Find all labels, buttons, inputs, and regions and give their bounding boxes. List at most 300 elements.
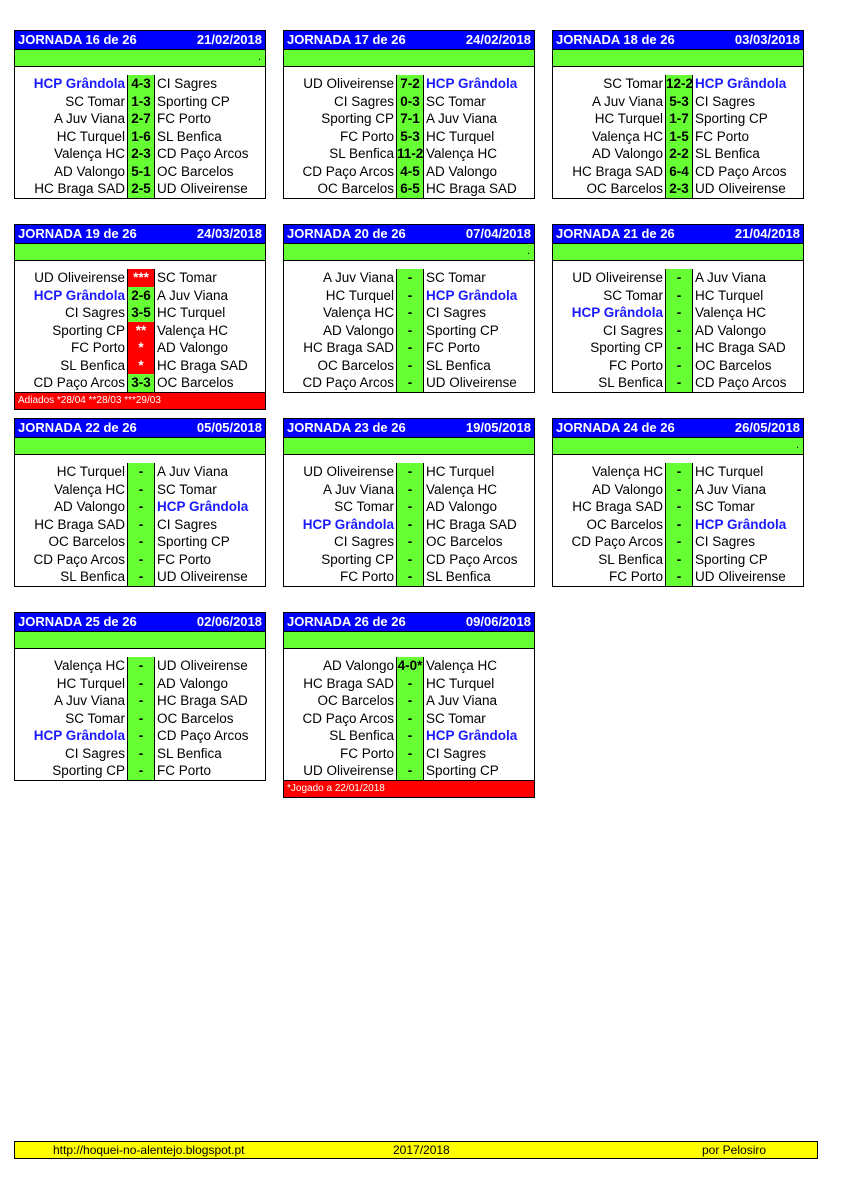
home-team: Valença HC xyxy=(591,128,663,144)
home-team: HC Braga SAD xyxy=(34,181,125,196)
away-team: HCP Grândola xyxy=(157,499,249,514)
match-score: - xyxy=(127,727,155,745)
match-row xyxy=(284,269,534,287)
match-score: - xyxy=(396,481,424,499)
away-team: HC Braga SAD xyxy=(426,181,517,196)
away-team: CI Sagres xyxy=(157,76,218,91)
match-score: 1-7 xyxy=(665,110,693,128)
home-team: CI Sagres xyxy=(602,322,663,338)
home-team: FC Porto xyxy=(608,569,663,584)
match-row xyxy=(15,692,265,710)
home-team: Sporting CP xyxy=(52,763,125,778)
match-row xyxy=(553,463,803,481)
spacer xyxy=(284,67,534,75)
match-row xyxy=(15,481,265,499)
match-row xyxy=(15,551,265,569)
home-team: CD Paço Arcos xyxy=(302,375,394,390)
away-team: HC Turquel xyxy=(695,287,764,303)
home-team: OC Barcelos xyxy=(586,516,663,532)
away-team: SC Tomar xyxy=(426,710,486,726)
match-score: 7-2 xyxy=(396,75,424,93)
away-team: Sporting CP xyxy=(157,93,230,109)
home-team: SL Benfica xyxy=(598,551,663,567)
away-team: FC Porto xyxy=(157,763,212,778)
round-header xyxy=(15,31,265,50)
round-date: 26/05/2018 xyxy=(734,420,800,435)
match-score: - xyxy=(665,463,693,481)
round-title: JORNADA 17 de 26 xyxy=(287,32,406,47)
match-row xyxy=(553,374,803,392)
round-subheader xyxy=(553,438,803,455)
match-score: - xyxy=(396,374,424,392)
home-team: A Juv Viana xyxy=(322,270,394,285)
round-header xyxy=(284,613,534,632)
match-score: 2-2 xyxy=(665,145,693,163)
match-score: 5-3 xyxy=(396,128,424,146)
match-row xyxy=(15,675,265,693)
home-team: UD Oliveirense xyxy=(303,464,394,479)
match-score: 2-5 xyxy=(127,180,155,198)
home-team: UD Oliveirense xyxy=(303,763,394,778)
match-score: - xyxy=(396,710,424,728)
home-team: SC Tomar xyxy=(65,710,125,726)
away-team: Valença HC xyxy=(426,481,498,497)
away-team: CD Paço Arcos xyxy=(157,728,249,743)
round-subheader xyxy=(15,50,265,67)
round-date: 05/05/2018 xyxy=(196,420,262,435)
home-team: CD Paço Arcos xyxy=(571,534,663,549)
round-table xyxy=(552,30,804,199)
match-score: 0-3 xyxy=(396,93,424,111)
match-score: - xyxy=(665,304,693,322)
round-subheader xyxy=(284,438,534,455)
home-team: SL Benfica xyxy=(329,728,394,743)
round-table xyxy=(552,224,804,393)
away-team: A Juv Viana xyxy=(157,464,229,479)
match-row xyxy=(15,762,265,780)
home-team: OC Barcelos xyxy=(317,693,394,708)
home-team: SC Tomar xyxy=(334,499,394,514)
away-team: A Juv Viana xyxy=(695,270,767,285)
match-score: - xyxy=(665,287,693,305)
away-team: Sporting CP xyxy=(157,534,230,549)
footer-bar xyxy=(14,1141,818,1159)
match-row xyxy=(15,710,265,728)
match-row xyxy=(15,163,265,181)
match-row xyxy=(15,498,265,516)
subheader-mark: . xyxy=(526,245,530,257)
match-score: 2-6 xyxy=(127,287,155,305)
match-score: - xyxy=(396,745,424,763)
match-score: * xyxy=(127,357,155,375)
match-score: - xyxy=(396,498,424,516)
home-team: Sporting CP xyxy=(321,551,394,567)
match-score: 5-1 xyxy=(127,163,155,181)
home-team: UD Oliveirense xyxy=(34,270,125,285)
round-table xyxy=(14,418,266,587)
home-team: UD Oliveirense xyxy=(572,270,663,285)
match-score: - xyxy=(665,339,693,357)
home-team: HCP Grândola xyxy=(571,305,663,320)
away-team: CI Sagres xyxy=(426,745,487,761)
match-score: - xyxy=(665,374,693,392)
away-team: CD Paço Arcos xyxy=(695,163,787,179)
away-team: HC Braga SAD xyxy=(157,357,248,373)
away-team: SL Benfica xyxy=(157,128,222,144)
match-row xyxy=(553,304,803,322)
match-row xyxy=(553,110,803,128)
round-date: 24/03/2018 xyxy=(196,226,262,241)
round-table xyxy=(14,30,266,199)
away-team: CD Paço Arcos xyxy=(426,551,518,567)
round-header xyxy=(284,225,534,244)
away-team: HC Turquel xyxy=(426,675,495,691)
spacer xyxy=(284,649,534,657)
match-row xyxy=(284,322,534,340)
round-table xyxy=(283,418,535,587)
away-team: HC Turquel xyxy=(695,464,764,479)
match-score: *** xyxy=(127,269,155,287)
match-score: - xyxy=(396,727,424,745)
home-team: OC Barcelos xyxy=(317,357,394,373)
match-score: - xyxy=(127,710,155,728)
match-row xyxy=(15,75,265,93)
away-team: SL Benfica xyxy=(426,357,491,373)
match-score: 1-5 xyxy=(665,128,693,146)
home-team: Sporting CP xyxy=(321,111,394,126)
match-row xyxy=(15,745,265,763)
away-team: SC Tomar xyxy=(157,270,217,285)
match-row xyxy=(284,745,534,763)
away-team: HCP Grândola xyxy=(426,287,518,303)
match-score: 4-3 xyxy=(127,75,155,93)
match-score: 4-5 xyxy=(396,163,424,181)
away-team: A Juv Viana xyxy=(157,287,229,303)
match-row xyxy=(284,287,534,305)
match-row xyxy=(553,287,803,305)
home-team: UD Oliveirense xyxy=(303,76,394,91)
away-team: SL Benfica xyxy=(426,569,491,584)
match-score: - xyxy=(396,357,424,375)
home-team: HCP Grândola xyxy=(33,287,125,303)
match-row xyxy=(15,533,265,551)
away-team: A Juv Viana xyxy=(695,481,767,497)
match-score: 3-3 xyxy=(127,374,155,392)
match-row xyxy=(284,93,534,111)
match-score: - xyxy=(396,551,424,569)
home-team: HC Turquel xyxy=(56,464,125,479)
match-row xyxy=(284,75,534,93)
match-score: 2-3 xyxy=(127,145,155,163)
spacer xyxy=(15,67,265,75)
round-header xyxy=(15,613,265,632)
match-row xyxy=(15,357,265,375)
match-row xyxy=(284,481,534,499)
away-team: A Juv Viana xyxy=(426,693,498,708)
away-team: CD Paço Arcos xyxy=(157,146,249,161)
spacer xyxy=(553,261,803,269)
home-team: AD Valongo xyxy=(322,658,394,673)
home-team: HCP Grândola xyxy=(302,516,394,532)
match-score: - xyxy=(665,498,693,516)
match-score: 1-3 xyxy=(127,93,155,111)
match-row xyxy=(553,498,803,516)
home-team: HC Braga SAD xyxy=(34,516,125,532)
away-team: AD Valongo xyxy=(695,322,767,338)
away-team: UD Oliveirense xyxy=(157,181,248,196)
away-team: UD Oliveirense xyxy=(157,658,248,673)
home-team: HC Braga SAD xyxy=(572,163,663,179)
round-subheader xyxy=(15,244,265,261)
match-row xyxy=(553,551,803,569)
match-score: 5-3 xyxy=(665,93,693,111)
match-row xyxy=(553,75,803,93)
home-team: SC Tomar xyxy=(603,287,663,303)
home-team: SL Benfica xyxy=(60,357,125,373)
round-date: 09/06/2018 xyxy=(465,614,531,629)
home-team: SC Tomar xyxy=(65,93,125,109)
away-team: SC Tomar xyxy=(157,481,217,497)
match-score: - xyxy=(127,692,155,710)
home-team: Valença HC xyxy=(322,305,394,320)
match-score: - xyxy=(665,533,693,551)
match-score: - xyxy=(127,568,155,586)
match-row xyxy=(553,481,803,499)
match-score: - xyxy=(396,463,424,481)
match-row xyxy=(284,692,534,710)
match-row xyxy=(553,339,803,357)
spacer xyxy=(15,455,265,463)
round-date: 21/02/2018 xyxy=(196,32,262,47)
match-row xyxy=(15,568,265,586)
away-team: HCP Grândola xyxy=(426,728,518,743)
round-date: 02/06/2018 xyxy=(196,614,262,629)
away-team: AD Valongo xyxy=(157,675,229,691)
home-team: A Juv Viana xyxy=(591,93,663,109)
round-header xyxy=(284,31,534,50)
round-date: 21/04/2018 xyxy=(734,226,800,241)
match-score: - xyxy=(396,339,424,357)
home-team: Valença HC xyxy=(53,481,125,497)
home-team: CI Sagres xyxy=(64,305,125,320)
match-score: - xyxy=(665,357,693,375)
match-score: 12-2 xyxy=(666,76,694,91)
away-team: OC Barcelos xyxy=(157,375,234,390)
away-team: Valença HC xyxy=(695,305,767,320)
round-note: *Jogado a 22/01/2018 xyxy=(284,780,534,797)
away-team: CI Sagres xyxy=(157,516,218,532)
round-date: 19/05/2018 xyxy=(465,420,531,435)
match-score: - xyxy=(396,533,424,551)
match-score: - xyxy=(396,304,424,322)
match-score: 4-0* xyxy=(397,658,423,673)
match-score: - xyxy=(665,481,693,499)
round-subheader xyxy=(15,438,265,455)
away-team: CI Sagres xyxy=(695,93,756,109)
away-team: AD Valongo xyxy=(157,340,229,355)
round-header xyxy=(553,31,803,50)
round-table xyxy=(283,612,535,798)
round-header xyxy=(15,225,265,244)
away-team: SC Tomar xyxy=(695,499,755,514)
match-row xyxy=(15,374,265,392)
away-team: OC Barcelos xyxy=(695,357,772,373)
spacer xyxy=(553,67,803,75)
match-row xyxy=(553,180,803,198)
away-team: AD Valongo xyxy=(426,163,498,179)
home-team: FC Porto xyxy=(339,745,394,761)
home-team: OC Barcelos xyxy=(317,181,394,196)
home-team: HC Braga SAD xyxy=(303,340,394,355)
home-team: AD Valongo xyxy=(53,499,125,514)
round-title: JORNADA 19 de 26 xyxy=(18,226,137,241)
home-team: AD Valongo xyxy=(53,163,125,179)
away-team: FC Porto xyxy=(426,340,481,355)
match-row xyxy=(15,727,265,745)
home-team: OC Barcelos xyxy=(586,181,663,196)
round-subheader xyxy=(553,50,803,67)
spacer xyxy=(15,261,265,269)
match-score: 2-3 xyxy=(665,180,693,198)
match-row xyxy=(284,163,534,181)
away-team: UD Oliveirense xyxy=(157,569,248,584)
away-team: FC Porto xyxy=(157,111,212,126)
match-score: - xyxy=(127,745,155,763)
match-row xyxy=(15,322,265,340)
home-team: CD Paço Arcos xyxy=(33,375,125,390)
subheader-mark: . xyxy=(795,439,799,451)
round-subheader xyxy=(15,632,265,649)
home-team: AD Valongo xyxy=(322,322,394,338)
match-score: - xyxy=(127,657,155,675)
match-score: - xyxy=(396,287,424,305)
home-team: AD Valongo xyxy=(591,481,663,497)
match-score: 2-7 xyxy=(127,110,155,128)
home-team: CD Paço Arcos xyxy=(302,163,394,179)
match-row xyxy=(284,710,534,728)
match-row xyxy=(284,110,534,128)
match-score: 7-1 xyxy=(396,110,424,128)
round-title: JORNADA 22 de 26 xyxy=(18,420,137,435)
match-score: - xyxy=(127,463,155,481)
home-team: CI Sagres xyxy=(333,534,394,549)
match-row xyxy=(284,128,534,146)
match-row xyxy=(284,675,534,693)
match-row xyxy=(15,287,265,305)
away-team: HCP Grândola xyxy=(695,76,787,91)
match-row xyxy=(284,339,534,357)
match-row xyxy=(15,128,265,146)
home-team: CI Sagres xyxy=(333,93,394,109)
round-title: JORNADA 25 de 26 xyxy=(18,614,137,629)
match-score: - xyxy=(665,269,693,287)
match-row xyxy=(15,516,265,534)
away-team: HC Turquel xyxy=(157,305,226,320)
match-score: - xyxy=(127,498,155,516)
match-score: - xyxy=(127,516,155,534)
match-row xyxy=(553,322,803,340)
match-row xyxy=(15,463,265,481)
home-team: FC Porto xyxy=(339,569,394,584)
match-score: - xyxy=(127,675,155,693)
match-score: 1-6 xyxy=(127,128,155,146)
match-score: - xyxy=(396,568,424,586)
home-team: OC Barcelos xyxy=(48,534,125,549)
away-team: HC Braga SAD xyxy=(157,693,248,708)
match-row xyxy=(284,551,534,569)
round-title: JORNADA 16 de 26 xyxy=(18,32,137,47)
spacer xyxy=(15,649,265,657)
match-row xyxy=(284,762,534,780)
match-row xyxy=(553,516,803,534)
match-score: - xyxy=(396,269,424,287)
match-score: - xyxy=(127,533,155,551)
home-team: Valença HC xyxy=(591,464,663,479)
away-team: HC Turquel xyxy=(426,128,495,144)
away-team: Valença HC xyxy=(157,322,229,338)
home-team: A Juv Viana xyxy=(322,481,394,497)
match-score: - xyxy=(127,481,155,499)
round-table xyxy=(14,612,266,781)
match-row xyxy=(284,463,534,481)
match-row xyxy=(284,357,534,375)
round-title: JORNADA 18 de 26 xyxy=(556,32,675,47)
match-row xyxy=(15,110,265,128)
blog-url-link[interactable]: http://hoquei-no-alentejo.blogspot.pt xyxy=(53,1143,245,1157)
away-team: SC Tomar xyxy=(426,93,486,109)
match-row xyxy=(553,568,803,586)
round-table xyxy=(552,418,804,587)
match-score: - xyxy=(396,322,424,340)
home-team: Valença HC xyxy=(53,658,125,673)
match-row xyxy=(284,568,534,586)
home-team: Sporting CP xyxy=(590,340,663,355)
match-row xyxy=(15,657,265,675)
away-team: UD Oliveirense xyxy=(695,569,786,584)
round-title: JORNADA 26 de 26 xyxy=(287,614,406,629)
home-team: SL Benfica xyxy=(329,146,394,161)
away-team: A Juv Viana xyxy=(426,111,498,126)
home-team: FC Porto xyxy=(608,357,663,373)
match-row xyxy=(284,304,534,322)
match-score: 11-2 xyxy=(397,146,424,161)
away-team: UD Oliveirense xyxy=(695,181,786,196)
away-team: Valença HC xyxy=(426,658,498,673)
away-team: HC Braga SAD xyxy=(695,340,786,355)
round-table xyxy=(283,224,535,393)
match-row xyxy=(284,145,534,163)
home-team: SC Tomar xyxy=(603,76,663,91)
away-team: HC Turquel xyxy=(426,464,495,479)
away-team: OC Barcelos xyxy=(426,534,503,549)
match-row xyxy=(284,727,534,745)
subheader-mark: . xyxy=(257,51,261,63)
match-row xyxy=(15,269,265,287)
home-team: HC Braga SAD xyxy=(572,499,663,514)
round-header xyxy=(553,225,803,244)
round-subheader xyxy=(284,50,534,67)
home-team: A Juv Viana xyxy=(53,693,125,708)
match-row xyxy=(284,180,534,198)
match-row xyxy=(15,304,265,322)
match-score: - xyxy=(396,516,424,534)
match-score: - xyxy=(396,675,424,693)
match-score: - xyxy=(396,692,424,710)
home-team: SL Benfica xyxy=(60,569,125,584)
round-date: 03/03/2018 xyxy=(734,32,800,47)
match-row xyxy=(553,163,803,181)
match-score: 6-4 xyxy=(665,163,693,181)
